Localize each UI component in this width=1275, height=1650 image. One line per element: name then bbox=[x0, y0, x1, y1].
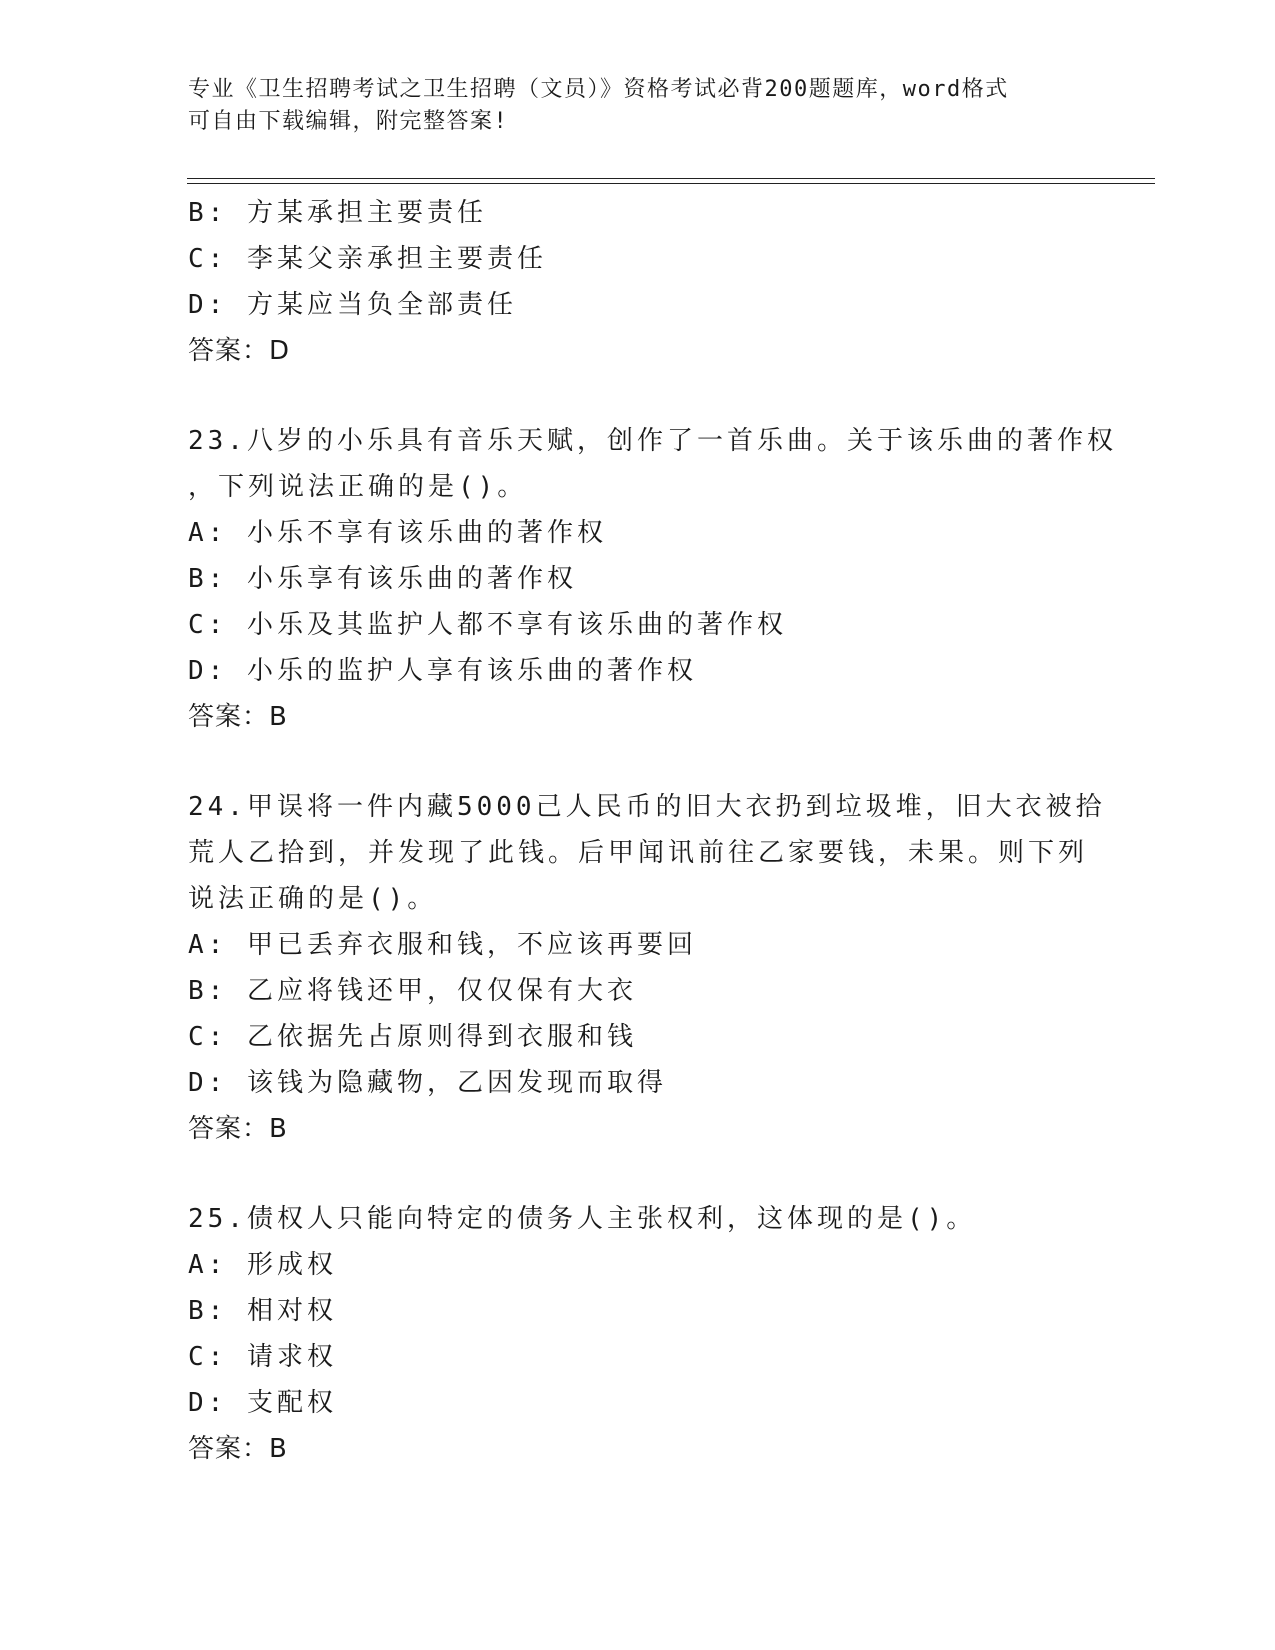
question-text: 荒人乙拾到，并发现了此钱。后甲闻讯前往乙家要钱，未果。则下列 bbox=[188, 838, 1089, 868]
option-d: D: 方某应当负全部责任 bbox=[188, 290, 517, 320]
option-b: B: 方某承担主要责任 bbox=[188, 198, 487, 228]
question-text: 24.甲误将一件内藏5000己人民币的旧大衣扔到垃圾堆，旧大衣被拾 bbox=[188, 792, 1106, 822]
answer-text: 答案：D bbox=[188, 336, 291, 366]
document-header bbox=[188, 74, 1088, 138]
answer-text: 答案：B bbox=[188, 1114, 288, 1144]
option-b: B: 小乐享有该乐曲的著作权 bbox=[188, 564, 577, 594]
option-c: C: 小乐及其监护人都不享有该乐曲的著作权 bbox=[188, 610, 787, 640]
question-text: 25.债权人只能向特定的债务人主张权利，这体现的是()。 bbox=[188, 1204, 977, 1234]
option-b: B: 相对权 bbox=[188, 1296, 337, 1326]
answer-text: 答案：B bbox=[188, 1434, 288, 1464]
option-c: C: 李某父亲承担主要责任 bbox=[188, 244, 547, 274]
header-divider-bottom bbox=[187, 183, 1155, 184]
option-d: D: 支配权 bbox=[188, 1388, 337, 1418]
option-a: A: 小乐不享有该乐曲的著作权 bbox=[188, 518, 607, 548]
question-text: 23.八岁的小乐具有音乐天赋，创作了一首乐曲。关于该乐曲的著作权 bbox=[188, 426, 1117, 456]
option-d: D: 该钱为隐藏物，乙因发现而取得 bbox=[188, 1068, 667, 1098]
header-divider-top bbox=[187, 178, 1155, 179]
question-content bbox=[188, 190, 1117, 1472]
option-c: C: 乙依据先占原则得到衣服和钱 bbox=[188, 1022, 637, 1052]
carryover-question bbox=[188, 190, 1088, 374]
option-c: C: 请求权 bbox=[188, 1342, 337, 1372]
option-a: A: 形成权 bbox=[188, 1250, 337, 1280]
question-25 bbox=[188, 1196, 1088, 1472]
question-text: ，下列说法正确的是()。 bbox=[188, 472, 528, 502]
question-24 bbox=[188, 784, 1106, 1152]
header-line-1: 专业《卫生招聘考试之卫生招聘（文员）》资格考试必背200题题库，word格式 bbox=[188, 77, 1009, 102]
option-b: B: 乙应将钱还甲，仅仅保有大衣 bbox=[188, 976, 637, 1006]
answer-text: 答案：B bbox=[188, 702, 288, 732]
question-23 bbox=[188, 418, 1117, 740]
header-line-2: 可自由下载编辑，附完整答案! bbox=[188, 109, 509, 134]
option-d: D: 小乐的监护人享有该乐曲的著作权 bbox=[188, 656, 697, 686]
question-text: 说法正确的是()。 bbox=[188, 884, 438, 914]
option-a: A: 甲已丢弃衣服和钱，不应该再要回 bbox=[188, 930, 697, 960]
